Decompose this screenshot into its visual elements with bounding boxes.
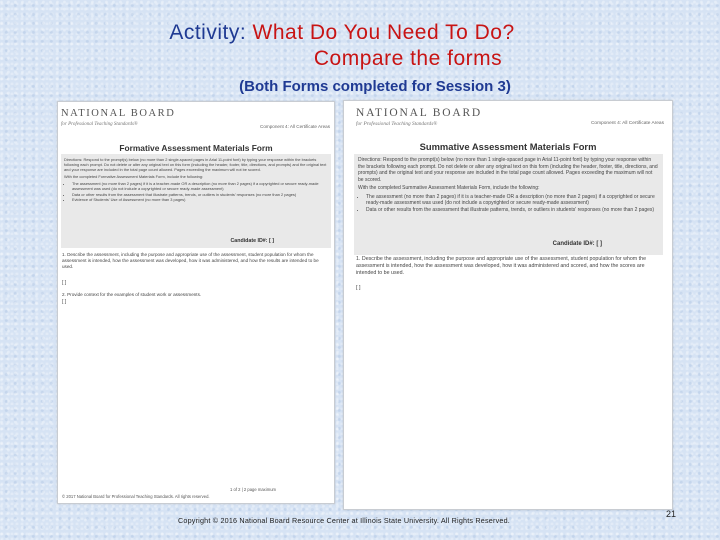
slide-title-label: Activity: — [169, 21, 247, 44]
slide-title — [0, 20, 702, 46]
response-bracket-1: [ ] — [356, 285, 361, 291]
response-bracket-2: [ ] — [62, 299, 67, 305]
copyright-notice: Copyright © 2016 National Board Resource Center at Illinois State University. All Rights Reserved. — [178, 516, 510, 525]
with-completed-text: With the completed Formative Assessment Materials Form, include the following: — [64, 174, 204, 180]
form-title: Formative Assessment Materials Form — [119, 143, 273, 153]
slide-title-line2: Compare the forms — [313, 47, 503, 70]
slide-title-value: What Do You Need To Do? — [252, 21, 515, 44]
logo-tagline: for Professional Teaching Standards® — [61, 122, 138, 127]
formative-form-image — [57, 101, 335, 504]
form-footer: © 2017 National Board for Professional Teaching Standards. All rights reserved. — [62, 493, 210, 499]
page-count: 1 of 2 | 2 page maximum — [230, 487, 277, 492]
component-label: Component 4: All Certificate Areas — [260, 124, 330, 129]
logo-tagline: for Professional Teaching Standards® — [356, 121, 438, 127]
prompt-1: 1. Describe the assessment, including the purpose and appropriate use of the assessment, student population for whom the assessment is intended, how the assessment was developed, how it was administered and scored, and how the scores are intended to be used. — [356, 256, 647, 276]
directions-text: Directions: Respond to the prompt(s) below (no more than 2 single-spaced pages in Arial 11-point font) by typing your response within the brackets following each prompt. Do not delete or alter any original text on this form (including the header, footer, title, directions, and prompts) and the original text and your response are included in the total page count allowed. Pages exceeding the maximum will not be scored. — [64, 157, 327, 173]
summative-form-image — [343, 100, 673, 510]
prompt-2: 2. Provide context for the examples of student work or assessments. — [62, 292, 202, 297]
form-title: Summative Assessment Materials Form — [419, 141, 597, 152]
requirements-list — [358, 194, 659, 214]
nbpts-logo: NATIONAL BOARD — [61, 108, 176, 119]
list-item: • Data or other results from the assessment that illustrate patterns, trends, or outliers in students' responses (no more than 2 pages) — [366, 207, 659, 214]
component-label: Component 4: All Certificate Areas — [590, 121, 664, 126]
candidate-id: Candidate ID#: [ ] — [230, 238, 274, 244]
with-completed-text: With the completed Summative Assessment Materials Form, include the following: — [358, 185, 540, 191]
list-item: • The assessment (no more than 2 pages) if it is a teacher-made OR a description (no more than 2 pages) if a copyrighted or secure ready-made assessment was used (do not include a copyrighted or secure ready-made assessment) — [72, 181, 328, 191]
requirements-list — [64, 181, 328, 201]
slide-subtitle: (Both Forms completed for Session 3) — [239, 78, 511, 95]
directions-text: Directions: Respond to the prompt(s) below (no more than 1 single-spaced page in Arial 11-point font) by typing your response within the brackets following each prompt. Do not delete or alter any original text on this form (including the header, footer, title, directions, and prompts) and the original text and your response are included in the total page count allowed. Pages exceeding the maximum will not be scored. — [358, 157, 658, 183]
directions-box — [354, 154, 663, 255]
directions-box — [61, 154, 331, 248]
list-item: • The assessment (no more than 2 pages) if it is a teacher-made OR a description (no more than 2 pages) if a copyrighted or secure ready-made assessment was used (do not include a copyrighted or secure ready-made assessment) — [366, 194, 659, 207]
candidate-id: Candidate ID#: [ ] — [552, 241, 602, 247]
slide-number: 21 — [666, 509, 677, 519]
list-item: • Evidence of Students' Use of Assessment (no more than 3 pages) — [72, 197, 328, 202]
list-item: • Data or other results from the assessment that illustrate patterns, trends, or outliers in students' responses (no more than 2 pages) — [72, 192, 328, 197]
nbpts-logo: NATIONAL BOARD — [356, 107, 483, 119]
prompt-1: 1. Describe the assessment, including the purpose and appropriate use of the assessment, student population for whom the assessment is intended, how the assessment was developed, how it was administered, and how the results are intended to be used. — [62, 252, 319, 269]
response-bracket-1: [ ] — [62, 280, 67, 286]
